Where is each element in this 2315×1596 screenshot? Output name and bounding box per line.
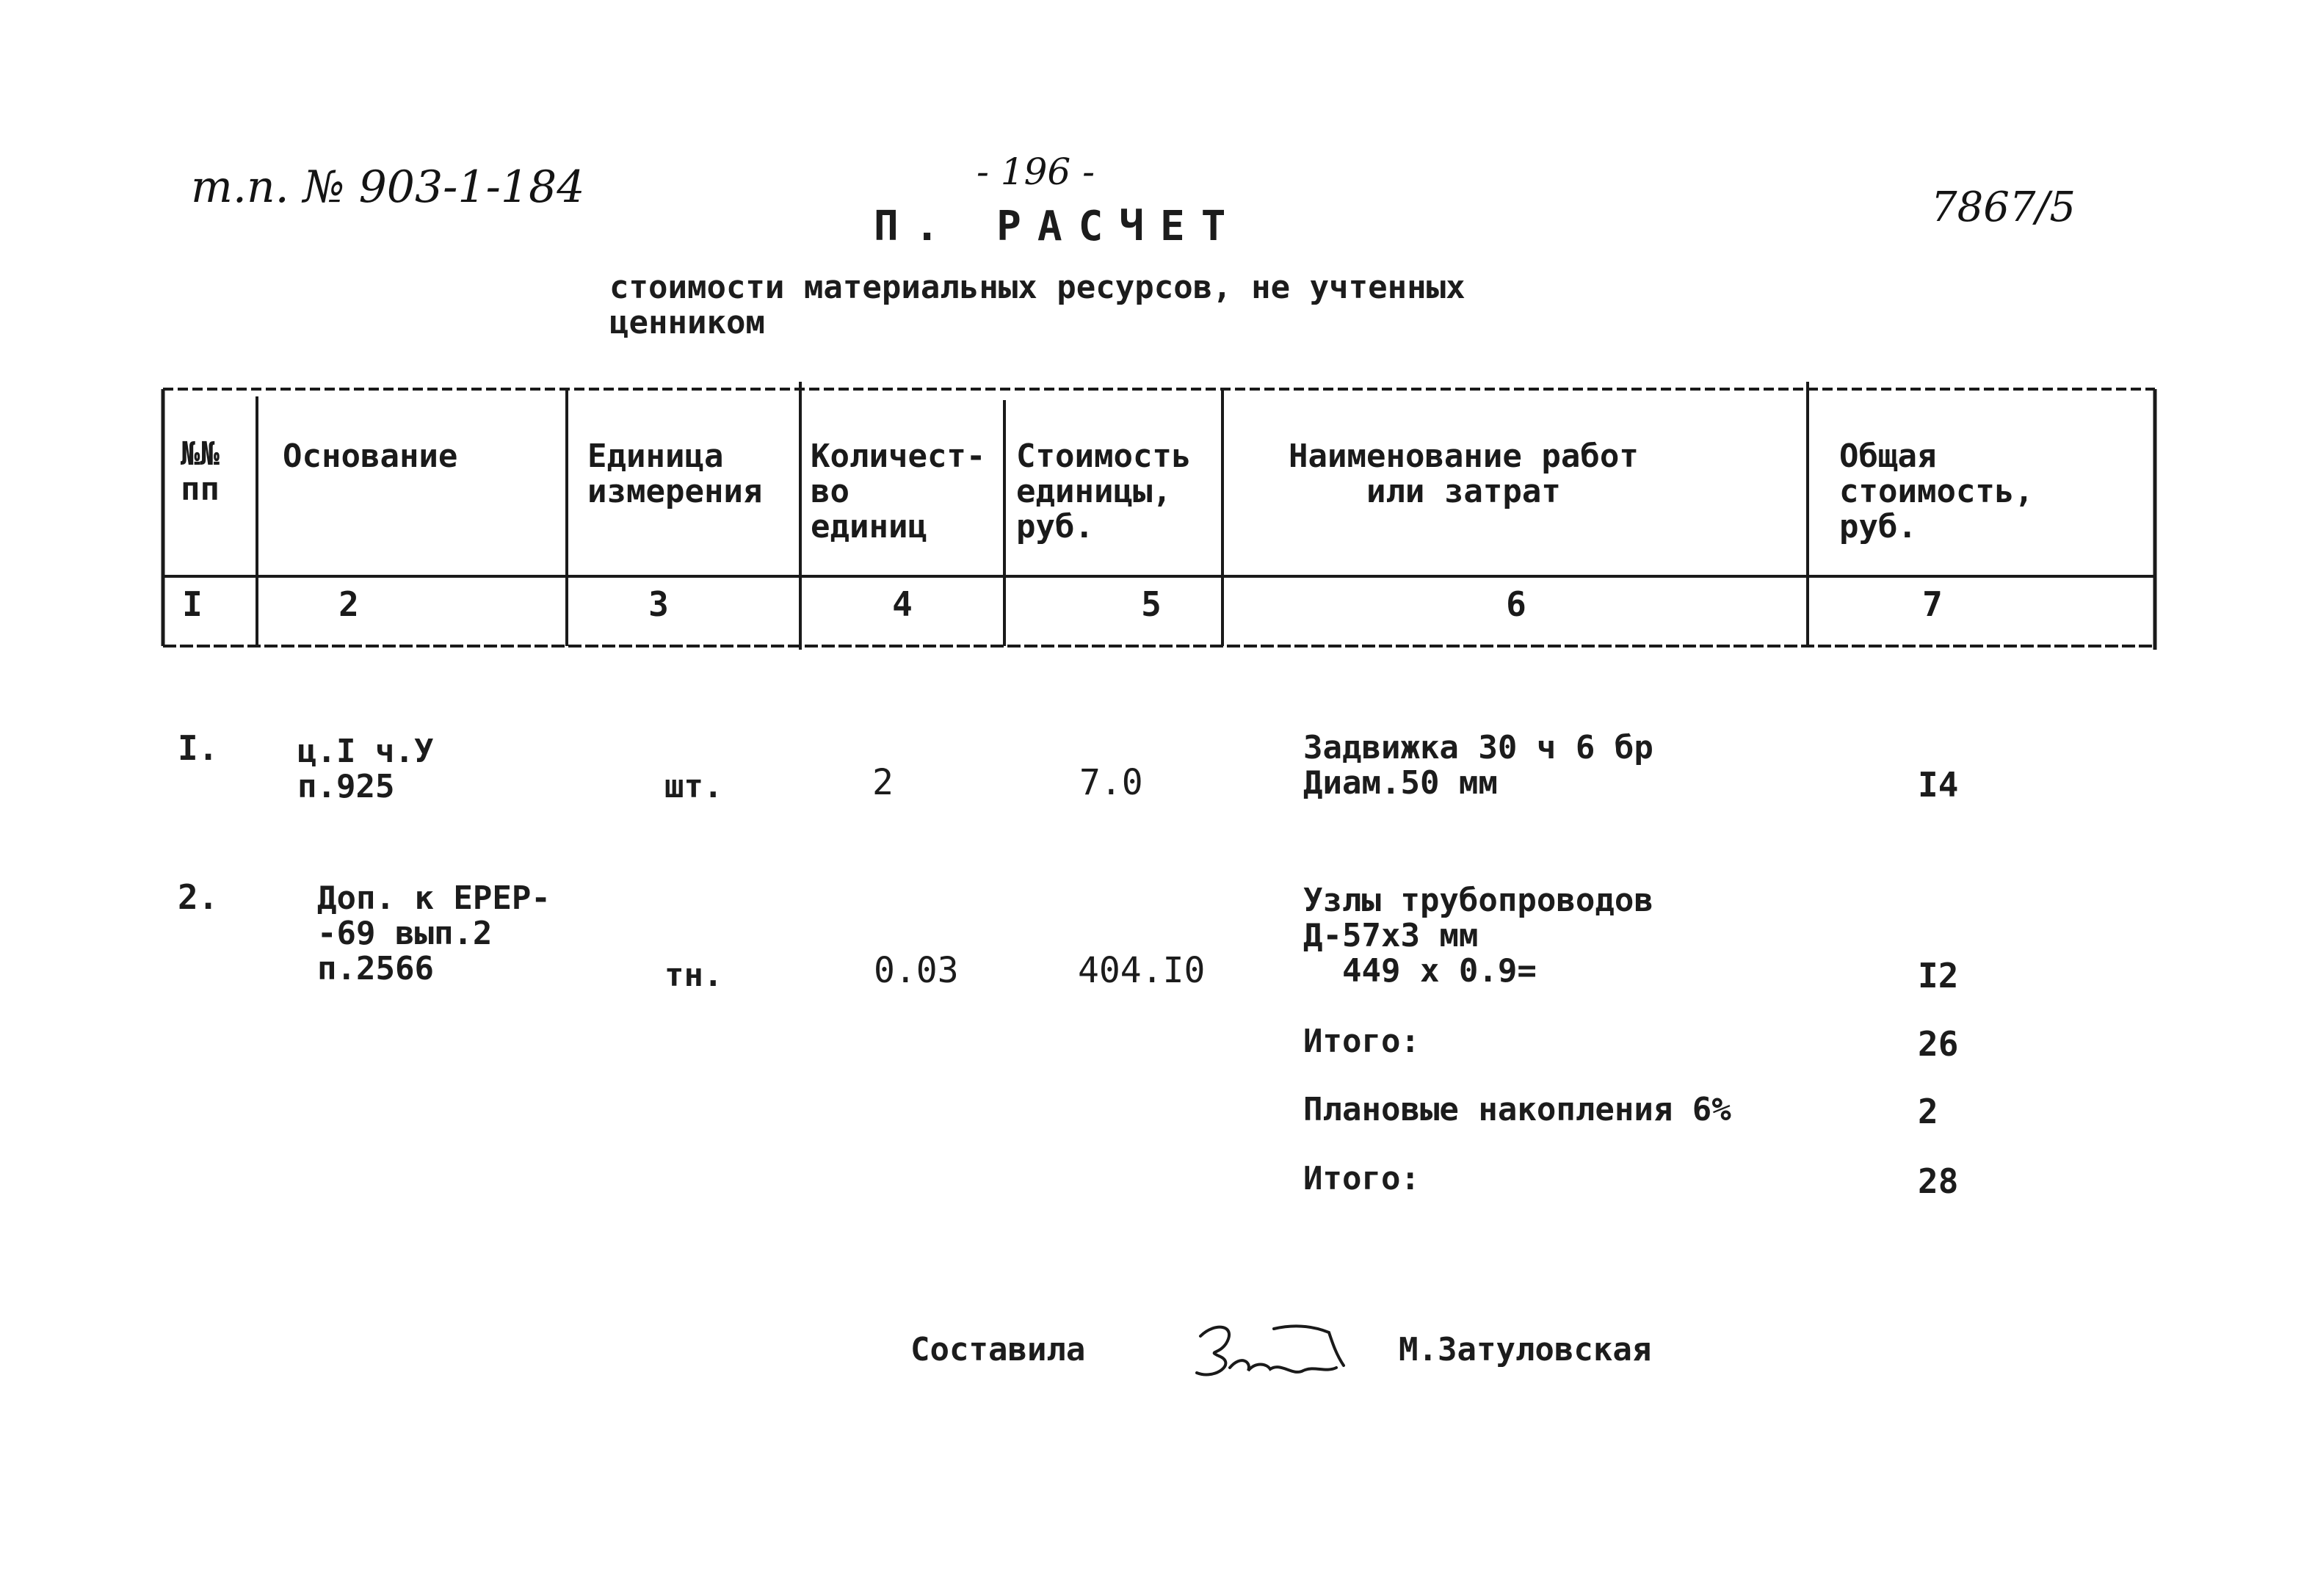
header-work-name: Наименование работ или затрат	[1289, 438, 1639, 510]
header-quantity: Количест- во единиц	[811, 438, 986, 545]
col-number-1: I	[182, 584, 203, 624]
col-number-6: 6	[1506, 584, 1526, 624]
handwritten-signature	[1186, 1310, 1362, 1391]
row-unit-price: 7.0	[1079, 762, 1143, 803]
row-work-name: Задвижка 30 ч 6 бр Диам.50 мм	[1303, 729, 1653, 802]
planned-savings-label: Плановые накопления 6%	[1303, 1091, 1731, 1128]
page-title: П. РАСЧЕТ	[874, 203, 1242, 250]
col-number-5: 5	[1141, 584, 1162, 624]
header-total: Общая стоимость, руб.	[1839, 438, 2034, 545]
subtitle-line-2: ценником	[609, 304, 765, 341]
subtitle-line-1: стоимости материальных ресурсов, не учтенных	[609, 269, 1466, 306]
grand-total-label: Итого:	[1303, 1160, 1420, 1197]
col-number-4: 4	[892, 584, 913, 624]
row-total: I2	[1918, 956, 1959, 995]
row-basis: ц.I ч.У п.925	[297, 733, 434, 805]
row-basis: Доп. к ЕРЕР- -69 вып.2 п.2566	[317, 879, 551, 987]
compiled-by-label: Составила	[910, 1331, 1086, 1368]
header-basis: Основание	[283, 438, 458, 475]
page-number: - 196 -	[977, 150, 1095, 193]
archive-number: 7867/5	[1931, 184, 2076, 231]
row-unit: тн.	[664, 957, 723, 994]
row-number: 2.	[178, 877, 219, 917]
subtotal-value: 26	[1918, 1024, 1959, 1064]
row-unit-price: 404.I0	[1078, 950, 1206, 991]
col-number-7: 7	[1922, 584, 1943, 624]
row-number: I.	[178, 728, 219, 768]
header-unit-price: Стоимость единицы, руб.	[1016, 438, 1192, 545]
row-unit: шт.	[664, 768, 723, 805]
col-number-2: 2	[338, 584, 359, 624]
header-number: №№ пп	[181, 435, 220, 508]
document-number: т.п. № 903-1-184	[191, 162, 585, 213]
row-total: I4	[1918, 765, 1959, 805]
grand-total-value: 28	[1918, 1161, 1959, 1201]
row-quantity: 0.03	[874, 950, 959, 991]
compiler-name: М.Затуловская	[1399, 1331, 1652, 1368]
col-number-3: 3	[648, 584, 669, 624]
planned-savings-value: 2	[1918, 1092, 1938, 1131]
row-work-name: Узлы трубопроводов Д-57х3 мм 449 х 0.9=	[1303, 882, 1653, 990]
header-unit: Единица измерения	[587, 438, 763, 510]
subtotal-label: Итого:	[1303, 1023, 1420, 1060]
row-quantity: 2	[872, 762, 894, 803]
